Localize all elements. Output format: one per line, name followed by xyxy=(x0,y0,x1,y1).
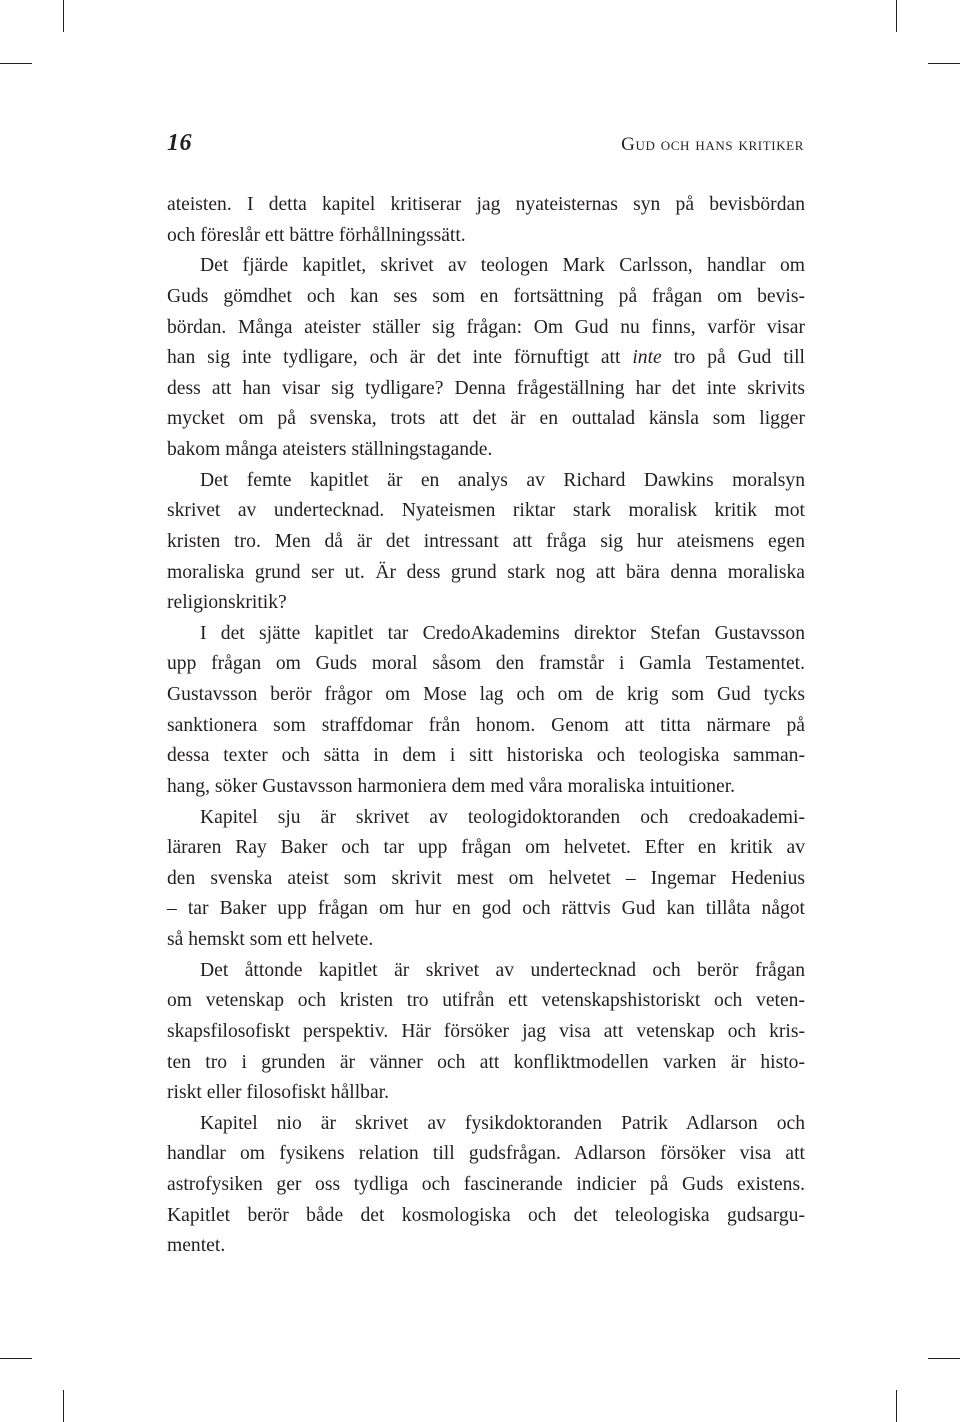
text-line: handlar om fysikens relation till gudsfrågan. Adlarson försöker visa att xyxy=(167,1143,805,1165)
paragraph-2 xyxy=(167,251,805,465)
text-line: ten tro i grunden är vänner och att konfliktmodellen varken är histo- xyxy=(167,1051,805,1073)
paragraph-1 xyxy=(167,190,805,251)
text-line: Kapitlet berör både det kosmologiska och det teleologiska gudsargu- xyxy=(167,1204,805,1226)
text-line: så hemskt som ett helvete. xyxy=(167,929,374,950)
crop-mark-bottom-left-horizontal xyxy=(0,1358,32,1359)
text-line: om vetenskap och kristen tro utifrån ett vetenskapshistoriskt och veten- xyxy=(167,990,805,1012)
text-line: ateisten. I detta kapitel kritiserar jag nyateisternas syn på bevisbördan xyxy=(167,194,805,215)
text-line: Det femte kapitlet är en analys av Richard Dawkins moralsyn xyxy=(200,469,805,491)
text-line: mycket om på svenska, trots att det är en outtalad känsla som ligger xyxy=(167,408,805,430)
text-line: och föreslår ett bättre förhållningssätt. xyxy=(167,224,466,246)
text-line: religionskritik? xyxy=(167,592,287,614)
text-line: riskt eller filosofiskt hållbar. xyxy=(167,1082,390,1104)
text-line: kristen tro. Men då är det intressant att fråga sig hur ateismens egen xyxy=(167,530,805,552)
crop-mark-top-left-vertical xyxy=(63,0,64,32)
page-number: 16 xyxy=(167,130,192,156)
crop-mark-bottom-right-horizontal xyxy=(928,1358,960,1359)
text-line: I det sjätte kapitlet tar CredoAkademins direktor Stefan Gustavsson xyxy=(200,622,805,644)
text-segment: tro på Gud till xyxy=(661,347,805,369)
paragraph-5 xyxy=(167,803,805,956)
paragraph-7 xyxy=(167,1109,805,1262)
text-line: Kapitel sju är skrivet av teologidoktoranden och credoakademi- xyxy=(200,806,805,828)
crop-mark-bottom-right-vertical xyxy=(896,1390,897,1422)
paragraph-6 xyxy=(167,956,805,1109)
text-line: skapsfilosofiskt perspektiv. Här försöker jag visa att vetenskap och kris- xyxy=(167,1020,805,1042)
section-title: Gud och hans kritiker xyxy=(621,134,804,155)
text-line: skrivet av undertecknad. Nyateismen riktar stark moralisk kritik mot xyxy=(167,500,805,522)
body-text xyxy=(167,190,805,1262)
text-line: mentet. xyxy=(167,1235,226,1257)
paragraph-4 xyxy=(167,619,805,803)
text-line: Det åttonde kapitlet är skrivet av undertecknad och berör frågan xyxy=(200,959,805,981)
text-line: bördan. Många ateister ställer sig frågan: Om Gud nu finns, varför visar xyxy=(167,316,805,338)
text-line: dessa texter och sätta in dem i sitt historiska och teologiska samman- xyxy=(167,745,805,767)
text-line: läraren Ray Baker och tar upp frågan om helvetet. Efter en kritik av xyxy=(167,837,805,859)
paragraph-3 xyxy=(167,466,805,619)
text-line: upp frågan om Guds moral såsom den framstår i Gamla Testamentet. xyxy=(167,653,805,675)
emphasis-word: inte xyxy=(632,347,662,369)
text-line: sanktionera som straffdomar från honom. Genom att titta närmare på xyxy=(167,714,805,736)
running-head xyxy=(167,130,804,166)
text-line: – tar Baker upp frågan om hur en god och rättvis Gud kan tillåta något xyxy=(167,898,805,920)
text-line: dess att han visar sig tydligare? Denna frågeställning har det inte skrivits xyxy=(167,377,805,399)
text-line: den svenska ateist som skrivit mest om helvetet – Ingemar Hedenius xyxy=(167,867,805,889)
text-line: Kapitel nio är skrivet av fysikdoktoranden Patrik Adlarson och xyxy=(200,1112,805,1134)
text-line-with-emphasis xyxy=(167,343,805,374)
text-line: Guds gömdhet och kan ses som en fortsättning på frågan om bevis- xyxy=(167,285,805,307)
text-line: Gustavsson berör frågor om Mose lag och om de krig som Gud tycks xyxy=(167,684,805,705)
crop-mark-top-right-vertical xyxy=(896,0,897,32)
text-line: Det fjärde kapitlet, skrivet av teologen Mark Carlsson, handlar om xyxy=(200,255,805,277)
text-line: bakom många ateisters ställningstagande. xyxy=(167,439,493,460)
crop-mark-bottom-left-vertical xyxy=(63,1390,64,1422)
text-line: astrofysiken ger oss tydliga och fascinerande indicier på Guds existens. xyxy=(167,1174,805,1195)
text-segment: han sig inte tydligare, och är det inte förnuftigt att xyxy=(167,347,633,369)
crop-mark-top-right-horizontal xyxy=(928,63,960,64)
text-line: moraliska grund ser ut. Är dess grund stark nog att bära denna moraliska xyxy=(167,561,805,583)
crop-mark-top-left-horizontal xyxy=(0,63,32,64)
text-line: hang, söker Gustavsson harmoniera dem med våra moraliska intuitioner. xyxy=(167,775,736,797)
